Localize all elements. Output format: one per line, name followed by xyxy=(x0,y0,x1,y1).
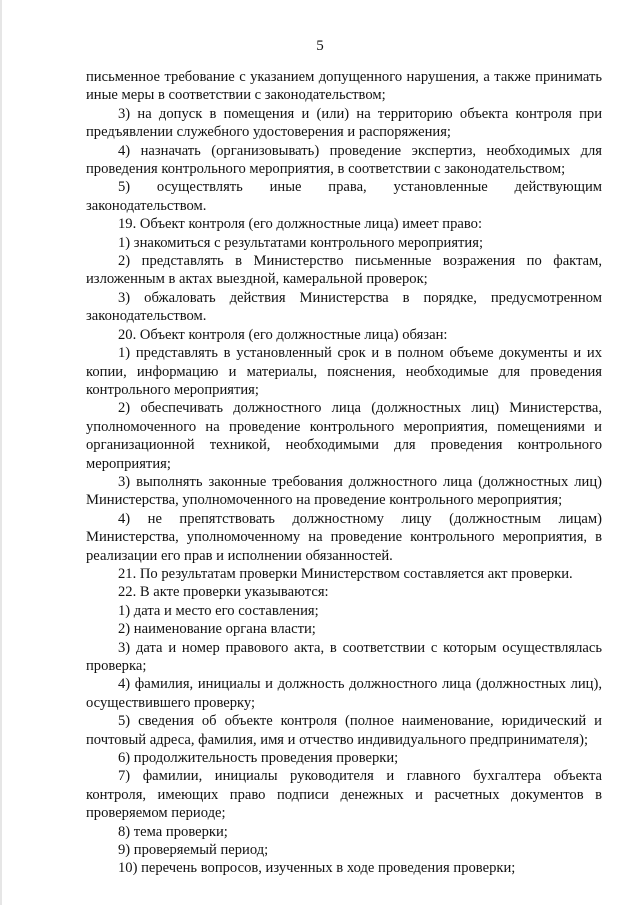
paragraph: 3) обжаловать действия Министерства в порядке, предусмотренном законодательством. xyxy=(86,289,602,325)
paragraph: 6) продолжительность проведения проверки; xyxy=(118,750,399,767)
paragraph: 3) на допуск в помещения и (или) на территорию объекта контроля при предъявлении служебного удостоверения и распоряжения; xyxy=(86,105,602,141)
paragraph: 10) перечень вопросов, изученных в ходе проведения проверки; xyxy=(118,860,516,877)
paragraph: 3) дата и номер правового акта, в соответствии с которым осуществлялась проверка; xyxy=(86,639,602,674)
paragraph: 4) фамилия, инициалы и должность должностного лица (должностных лиц), осуществившего проверку; xyxy=(86,676,602,711)
page-number: 5 xyxy=(316,38,324,54)
paragraph: 20. Объект контроля (его должностные лица) обязан: xyxy=(118,326,448,343)
paragraph: 4) не препятствовать должностному лицу (должностным лицам) Министерства, уполномоченному на проведение контрольного мероприятия, в реализации его прав и исполнении обязанностей. xyxy=(86,510,602,564)
paragraph: 9) проверяемый период; xyxy=(118,842,269,859)
paragraph: 8) тема проверки; xyxy=(118,823,228,840)
paragraph: 4) назначать (организовывать) проведение экспертиз, необходимых для проведения контрольного мероприятия, в соответствии с законодательством; xyxy=(86,142,602,178)
scan-edge-line xyxy=(0,0,2,905)
paragraph: 22. В акте проверки указываются: xyxy=(118,584,329,601)
paragraph: 2) обеспечивать должностного лица (должностных лиц) Министерства, уполномоченного на проведение контрольного мероприятия, помещениями и организационной техникой, необходимыми для проведения контрольного мероприятия; xyxy=(86,400,602,472)
document-body xyxy=(86,68,602,878)
paragraph: 21. По результатам проверки Министерством составляется акт проверки. xyxy=(118,565,573,582)
paragraph: 7) фамилии, инициалы руководителя и главного бухгалтера объекта контроля, имеющих право подписи денежных и расчетных документов в проверяемом периоде; xyxy=(86,768,602,822)
paragraph: 1) представлять в установленный срок и в полном объеме документы и их копии, информацию и материалы, пояснения, необходимые для проведения контрольного мероприятия; xyxy=(86,345,602,398)
paragraph: 1) знакомиться с результатами контрольного мероприятия; xyxy=(118,234,484,251)
paragraph: 19. Объект контроля (его должностные лица) имеет право: xyxy=(118,216,483,233)
paragraph: 1) дата и место его составления; xyxy=(118,602,319,619)
paragraph: 2) наименование органа власти; xyxy=(118,621,316,638)
paragraph: письменное требование с указанием допущенного нарушения, а также принимать иные меры в соответствии с законодательством; xyxy=(86,69,602,104)
paragraph: 5) осуществлять иные права, установленные действующим законодательством. xyxy=(86,179,602,214)
paragraph: 2) представлять в Министерство письменные возражения по фактам, изложенным в актах выездной, камеральной проверок; xyxy=(86,253,602,288)
paragraph: 5) сведения об объекте контроля (полное наименование, юридический и почтовый адреса, фамилия, имя и отчество индивидуального предпринимателя); xyxy=(86,713,602,748)
paragraph: 3) выполнять законные требования должностного лица (должностных лиц) Министерства, уполномоченного на проведение контрольного мероприятия; xyxy=(86,473,602,509)
